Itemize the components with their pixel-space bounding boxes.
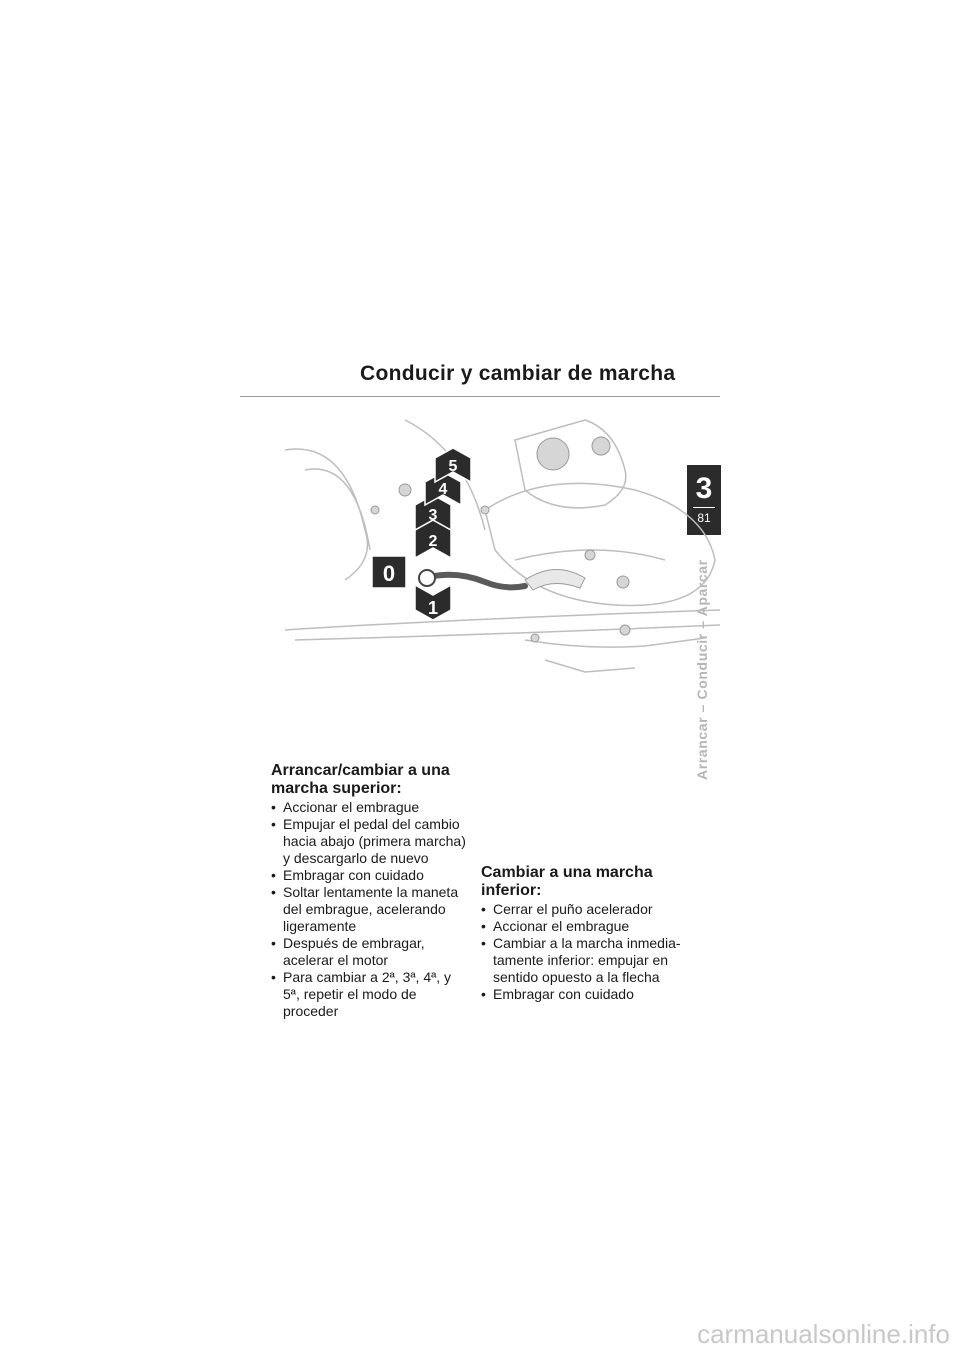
gear-label-3: 3 bbox=[428, 507, 438, 524]
gear-label-1: 1 bbox=[427, 598, 439, 618]
chapter-number: 3 bbox=[695, 472, 713, 505]
list-item: • Embragar con cuidado bbox=[271, 867, 471, 884]
upshift-heading: Arrancar/cambiar a una marcha superior: bbox=[271, 762, 450, 797]
page-title: Conducir y cambiar de marcha bbox=[360, 362, 676, 385]
watermark: carmanualsonline.info bbox=[697, 1319, 950, 1349]
list-item: • Empujar el pedal del cambio hacia abajo (primera marcha) y descargarlo de nuevo bbox=[271, 816, 471, 867]
gear-shift-pedal-illustration bbox=[285, 410, 720, 692]
list-item: • Después de embragar, acelerar el motor bbox=[271, 935, 471, 969]
gear-label-5: 5 bbox=[448, 458, 458, 475]
list-item: • Para cambiar a 2ª, 3ª, 4ª, y 5ª, repetir el modo de proceder bbox=[271, 969, 471, 1020]
list-item: • Accionar el embrague bbox=[271, 799, 471, 816]
list-item: • Cerrar el puño acelerador bbox=[481, 901, 691, 918]
gear-label-2: 2 bbox=[428, 533, 438, 550]
gear-label-0: 0 bbox=[382, 561, 396, 586]
page-number: 81 bbox=[697, 511, 711, 525]
downshift-heading: Cambiar a una marcha inferior: bbox=[481, 864, 653, 899]
list-item: • Cambiar a la marcha inmedia-tamente inferior: empujar en sentido opuesto a la flecha bbox=[481, 935, 691, 986]
downshift-section bbox=[481, 864, 691, 1003]
gear-label-4: 4 bbox=[438, 481, 448, 498]
list-item: • Embragar con cuidado bbox=[481, 986, 691, 1003]
title-divider bbox=[240, 396, 720, 397]
chapter-side-label: Arrancar – Conducir – Aparcar bbox=[694, 559, 710, 780]
list-item: • Accionar el embrague bbox=[481, 918, 691, 935]
list-item: • Soltar lentamente la maneta del embrague, acelerando ligeramente bbox=[271, 884, 471, 935]
upshift-section bbox=[271, 762, 471, 1020]
